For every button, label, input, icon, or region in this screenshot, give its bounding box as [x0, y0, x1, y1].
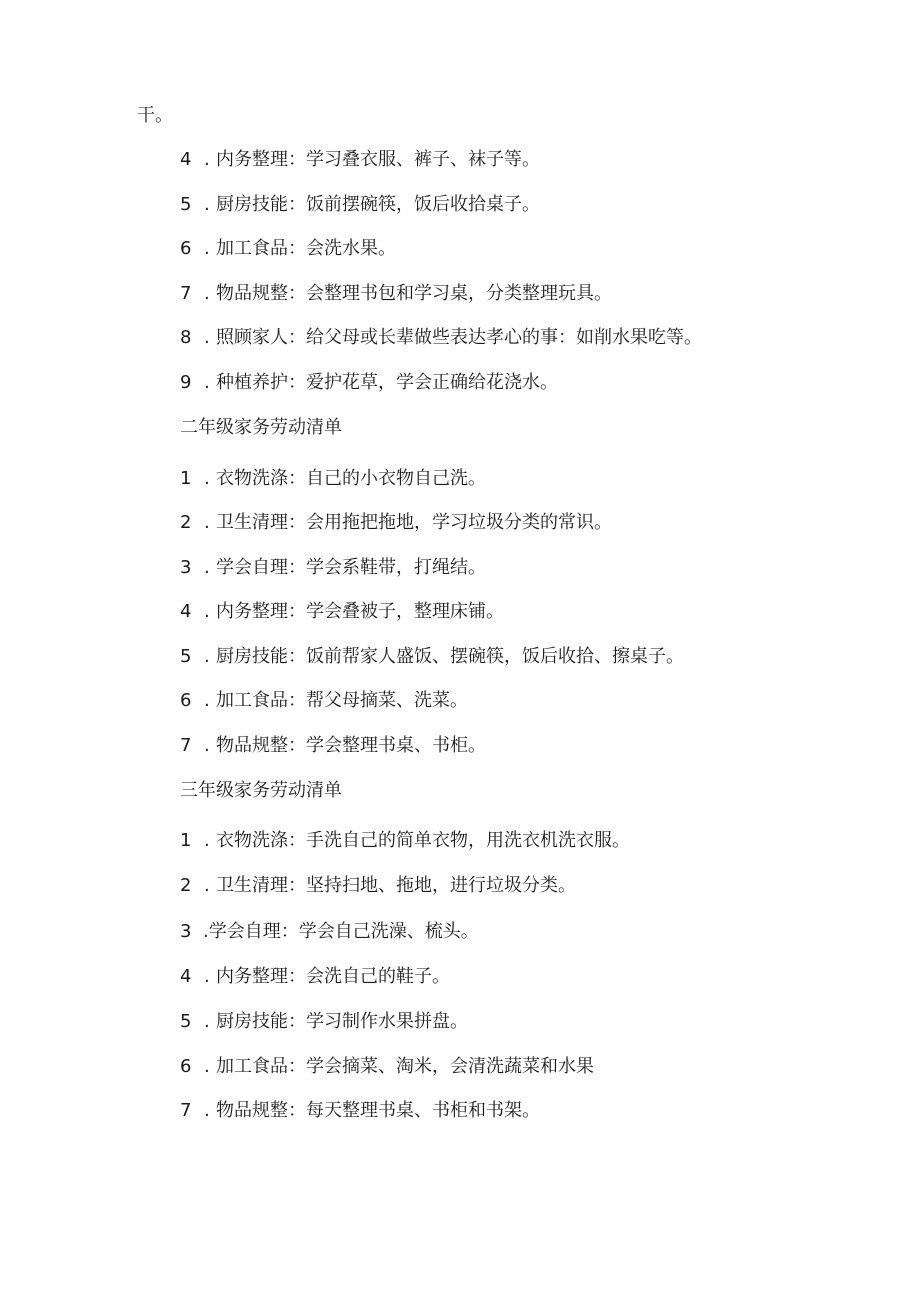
item-separator: .: [204, 1100, 210, 1121]
list-item: [180, 645, 684, 669]
item-number: 5: [180, 1011, 192, 1032]
item-text: 厨房技能：学习制作水果拼盘。: [216, 1011, 468, 1032]
item-number: 4: [180, 601, 192, 622]
item-text: 卫生清理：坚持扫地、拖地，进行垃圾分类。: [216, 875, 576, 896]
list-item: [180, 1099, 540, 1123]
item-number: 2: [180, 875, 192, 896]
item-number: 7: [180, 283, 192, 304]
item-separator: .: [204, 875, 210, 896]
item-separator: .: [204, 283, 210, 304]
list-item: [180, 282, 612, 306]
list-item: [180, 193, 540, 217]
list-item: [180, 965, 450, 989]
list-item: [180, 689, 468, 713]
item-separator: .: [204, 601, 210, 622]
item-separator: .: [204, 830, 210, 851]
item-number: 4: [180, 149, 192, 170]
item-text: 照顾家人：给父母或长辈做些表达孝心的事：如削水果吃等。: [216, 327, 702, 348]
item-text: 加工食品：学会摘菜、淘米，会清洗蔬菜和水果: [216, 1056, 594, 1077]
item-separator: .: [204, 557, 210, 578]
list-item: [180, 237, 396, 261]
item-separator: .: [203, 921, 209, 942]
item-number: 7: [180, 735, 192, 756]
section-heading-grade2: 二年级家务劳动清单: [180, 417, 342, 438]
item-separator: .: [204, 512, 210, 533]
list-item: [180, 326, 702, 350]
item-text: 种植养护：爱护花草，学会正确给花浇水。: [216, 372, 558, 393]
item-number: 5: [180, 194, 192, 215]
item-text: 物品规整：学会整理书桌、书柜。: [216, 735, 486, 756]
item-separator: .: [204, 690, 210, 711]
section-heading-grade3: 三年级家务劳动清单: [180, 780, 342, 801]
item-text: 内务整理：会洗自己的鞋子。: [216, 966, 450, 987]
item-number: 6: [180, 690, 192, 711]
item-text: 学会自理：学会系鞋带，打绳结。: [216, 557, 486, 578]
item-text: 内务整理：学习叠衣服、裤子、袜子等。: [216, 149, 540, 170]
item-text: 物品规整：每天整理书桌、书柜和书架。: [216, 1100, 540, 1121]
item-text: 学会自理：学会自己洗澡、梳头。: [208, 921, 479, 942]
list-item: [180, 1055, 594, 1079]
item-separator: .: [204, 646, 210, 667]
list-item: [180, 556, 486, 580]
list-item: [180, 1010, 468, 1034]
item-separator: .: [204, 468, 210, 489]
item-separator: .: [204, 149, 210, 170]
item-separator: .: [204, 194, 210, 215]
item-text: 卫生清理：会用拖把拖地，学习垃圾分类的常识。: [216, 512, 612, 533]
item-text: 加工食品：帮父母摘菜、洗菜。: [216, 690, 468, 711]
list-item: [180, 734, 486, 758]
list-item: [180, 874, 576, 898]
list-item: [180, 371, 558, 395]
item-separator: .: [204, 966, 210, 987]
item-separator: .: [204, 1056, 210, 1077]
item-separator: .: [204, 327, 210, 348]
item-number: 3: [180, 557, 192, 578]
item-separator: .: [204, 238, 210, 259]
item-text: 厨房技能：饭前摆碗筷，饭后收拾桌子。: [216, 194, 540, 215]
item-number: 1: [180, 468, 192, 489]
item-text: 厨房技能：饭前帮家人盛饭、摆碗筷，饭后收拾、擦桌子。: [216, 646, 684, 667]
list-item: [180, 920, 479, 944]
item-text: 物品规整：会整理书包和学习桌，分类整理玩具。: [216, 283, 612, 304]
item-number: 4: [180, 966, 192, 987]
list-item: [180, 829, 630, 853]
continuation-text: 干。: [137, 105, 173, 126]
item-number: 9: [180, 372, 192, 393]
item-number: 2: [180, 512, 192, 533]
item-separator: .: [204, 735, 210, 756]
item-text: 内务整理：学会叠被子，整理床铺。: [216, 601, 504, 622]
item-number: 7: [180, 1100, 192, 1121]
item-text: 衣物洗涤：自己的小衣物自己洗。: [216, 468, 486, 489]
list-item: [180, 148, 540, 172]
list-item: [180, 511, 612, 535]
item-number: 6: [180, 238, 192, 259]
item-number: 3: [180, 921, 192, 942]
item-text: 衣物洗涤：手洗自己的简单衣物，用洗衣机洗衣服。: [216, 830, 630, 851]
item-number: 6: [180, 1056, 192, 1077]
item-number: 5: [180, 646, 192, 667]
list-item: [180, 467, 486, 491]
list-item: [180, 600, 504, 624]
item-number: 1: [180, 830, 192, 851]
item-separator: .: [204, 1011, 210, 1032]
item-separator: .: [204, 372, 210, 393]
item-number: 8: [180, 327, 192, 348]
item-text: 加工食品：会洗水果。: [216, 238, 396, 259]
